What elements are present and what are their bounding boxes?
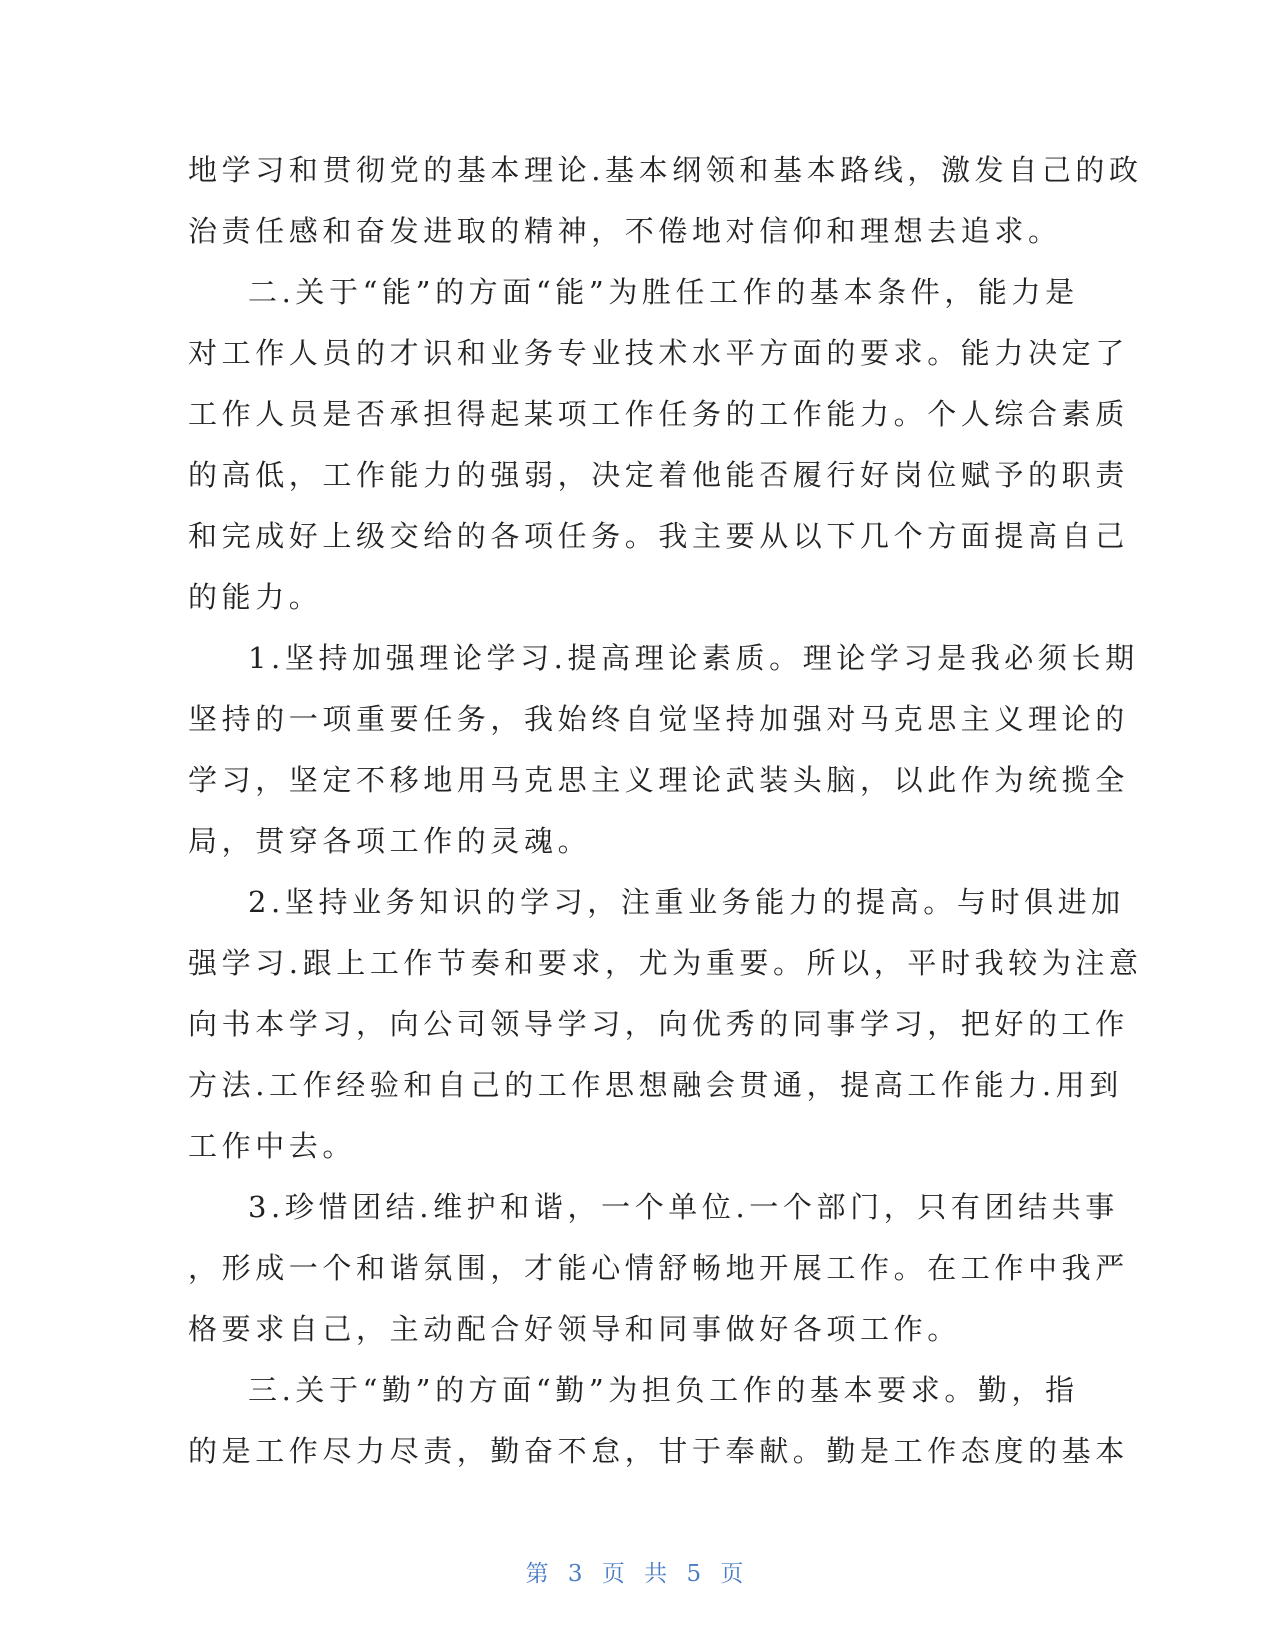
text-line: 治责任感和奋发进取的精神，不倦地对信仰和理想去追求。 <box>188 214 1062 248</box>
text-line: 格要求自己，主动配合好领导和同事做好各项工作。 <box>188 1312 961 1346</box>
text-line: 坚持的一项重要任务，我始终自觉坚持加强对马克思主义理论的 <box>188 702 1129 736</box>
text-line: 方法.工作经验和自己的工作思想融会贯通，提高工作能力.用到 <box>188 1068 1123 1102</box>
text-line: 的高低，工作能力的强弱，决定着他能否履行好岗位赋予的职责 <box>188 458 1129 492</box>
text-line: 地学习和贯彻党的基本理论.基本纲领和基本路线，激发自己的政 <box>188 153 1143 187</box>
document-body <box>188 140 1143 1482</box>
paragraph-start-line: 2.坚持业务知识的学习，注重业务能力的提高。与时俱进加 <box>248 885 1125 919</box>
paragraph-start-line: 二.关于“能”的方面“能”为胜任工作的基本条件，能力是 <box>248 275 1079 309</box>
paragraph-start-line: 三.关于“勤”的方面“勤”为担负工作的基本要求。勤，指 <box>248 1373 1079 1407</box>
text-line: 局，贯穿各项工作的灵魂。 <box>188 824 592 858</box>
text-line: 工作中去。 <box>188 1129 357 1163</box>
paragraph-start-line: 1.坚持加强理论学习.提高理论素质。理论学习是我必须长期 <box>248 641 1139 675</box>
text-line: 对工作人员的才识和业务专业技术水平方面的要求。能力决定了 <box>188 336 1129 370</box>
text-line: 的能力。 <box>188 580 323 614</box>
text-line: 工作人员是否承担得起某项工作任务的工作能力。个人综合素质 <box>188 397 1129 431</box>
text-line: 学习，坚定不移地用马克思主义理论武装头脑，以此作为统揽全 <box>188 763 1129 797</box>
paragraph-start-line: 3.珍惜团结.维护和谐，一个单位.一个部门，只有团结共事 <box>248 1190 1119 1224</box>
text-line: ，形成一个和谐氛围，才能心情舒畅地开展工作。在工作中我严 <box>188 1251 1129 1285</box>
text-line: 和完成好上级交给的各项任务。我主要从以下几个方面提高自己 <box>188 519 1129 553</box>
page-number-footer: 第 3 页 共 5 页 <box>525 1561 750 1587</box>
text-line: 的是工作尽力尽责，勤奋不怠，甘于奉献。勤是工作态度的基本 <box>188 1434 1129 1468</box>
text-line: 向书本学习，向公司领导学习，向优秀的同事学习，把好的工作 <box>188 1007 1129 1041</box>
text-line: 强学习.跟上工作节奏和要求，尤为重要。所以，平时我较为注意 <box>188 946 1143 980</box>
